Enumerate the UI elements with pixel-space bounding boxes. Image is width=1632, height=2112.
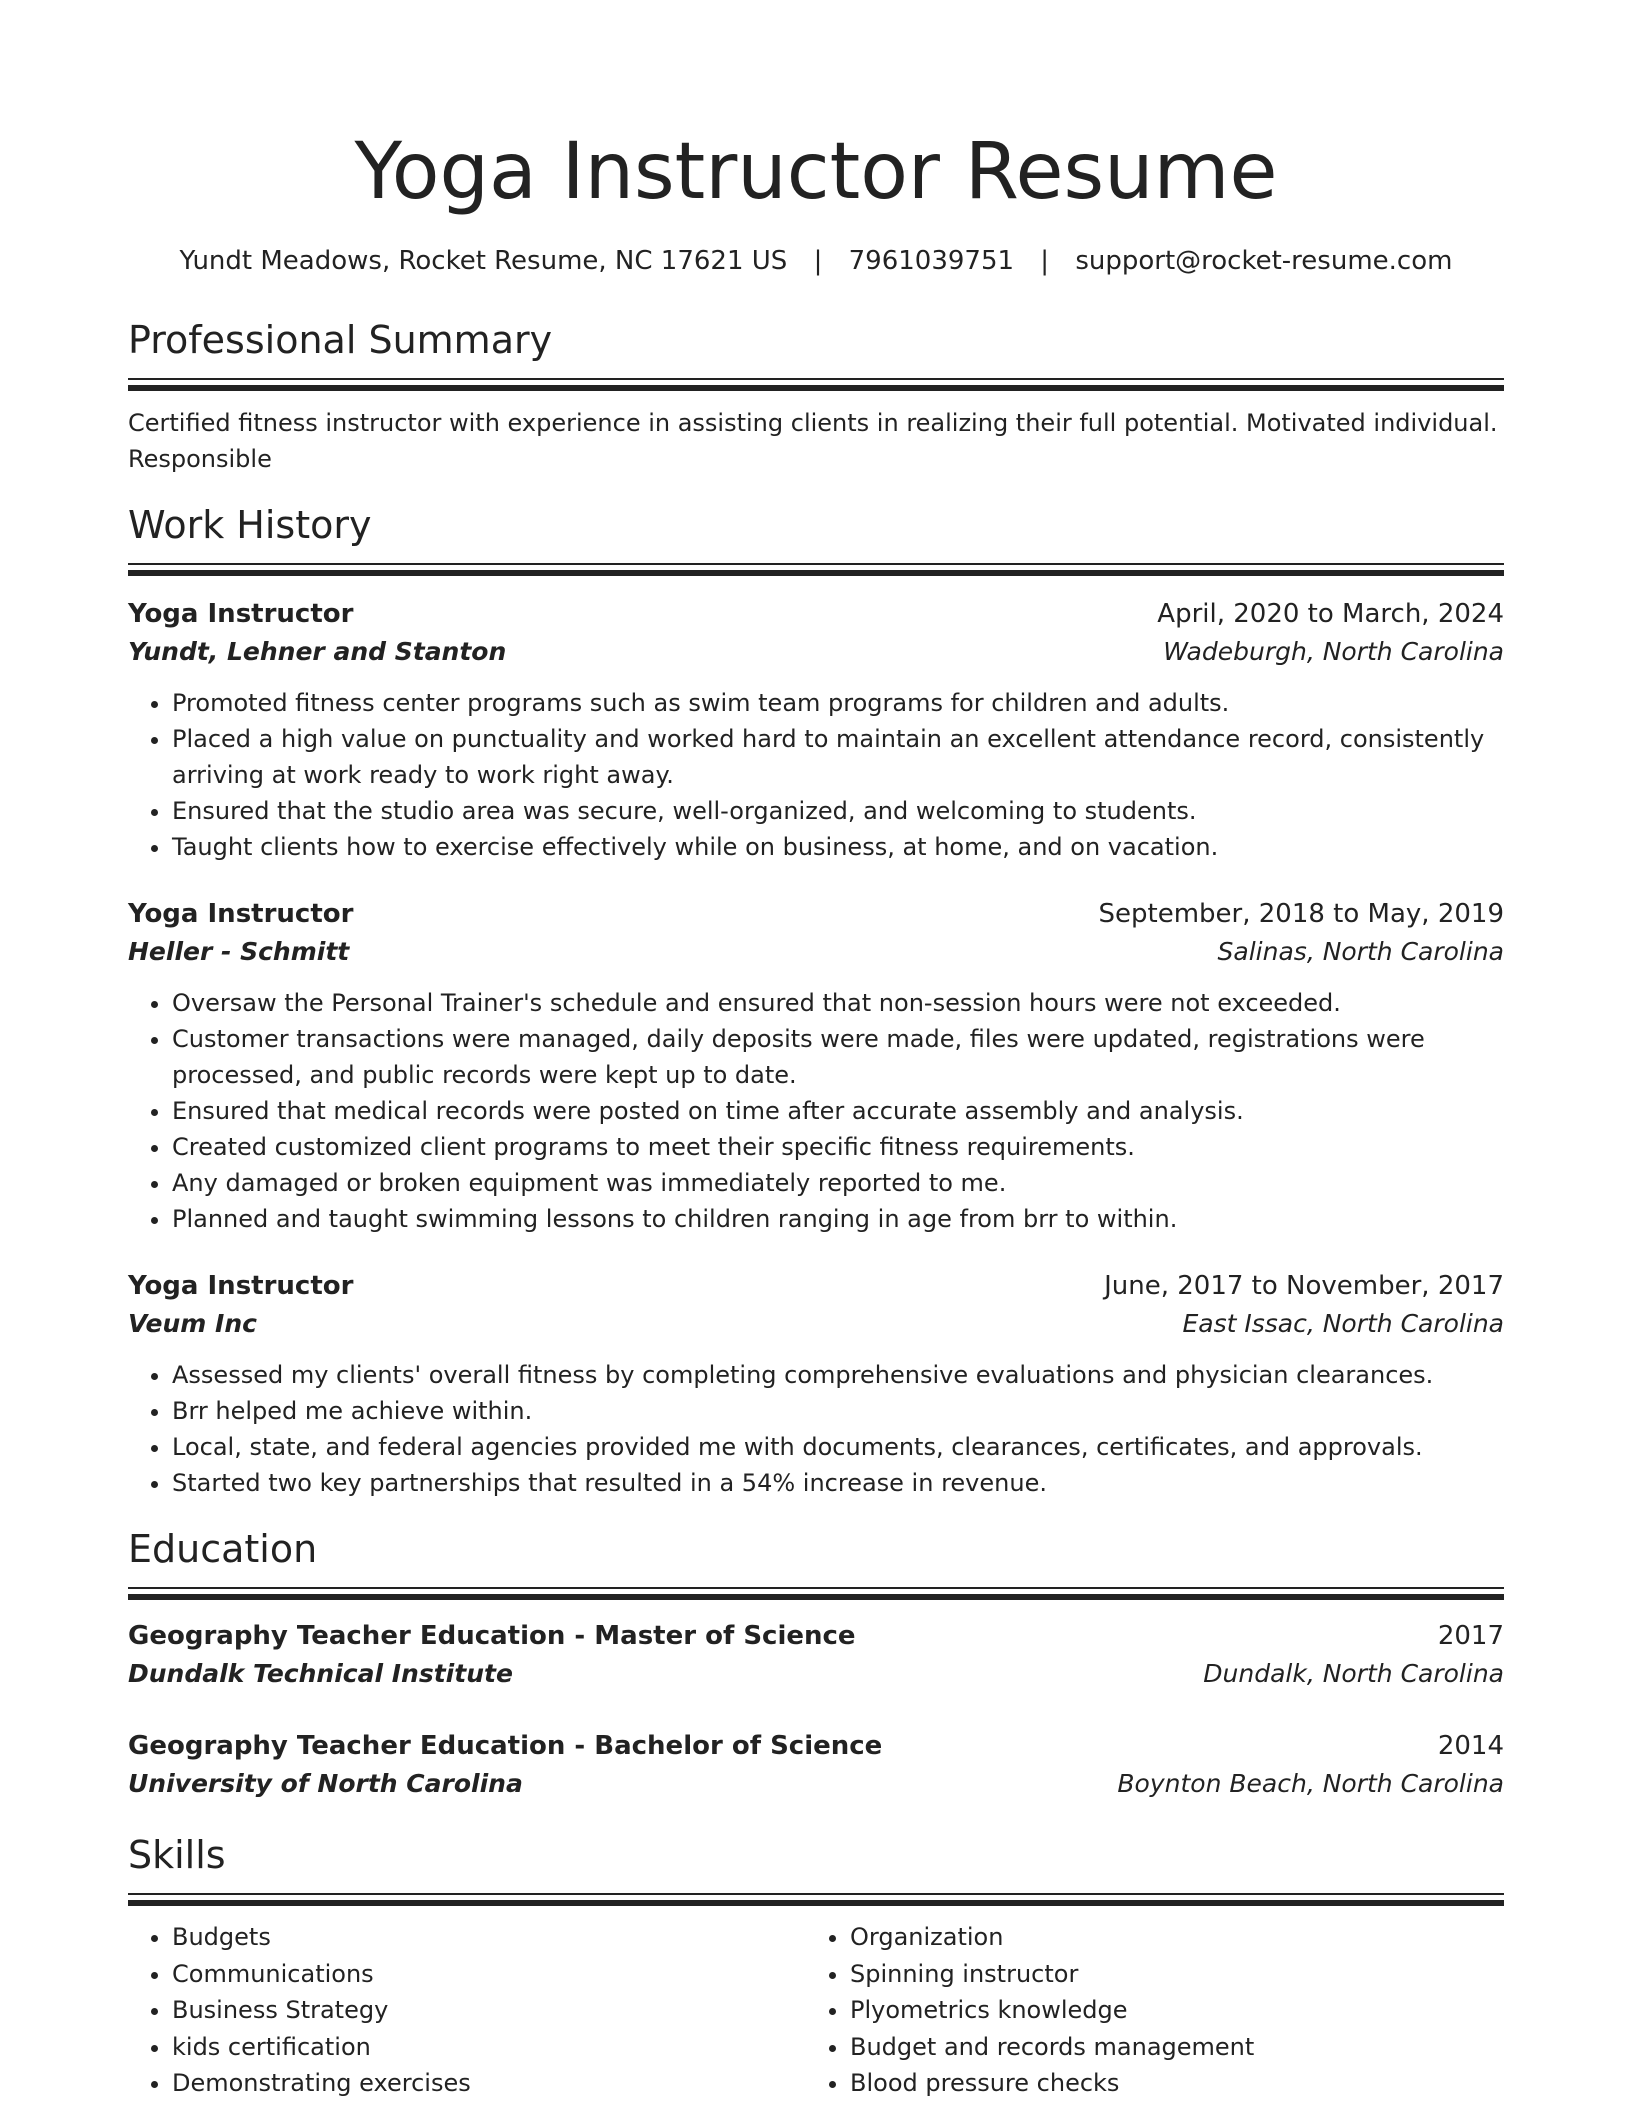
job-title: Yoga Instructor [128,599,354,629]
bullet-item: • Taught clients how to exercise effectively while on business, at home, and on vacation. [172,829,1504,865]
skills-section [128,1831,1504,2102]
job-entry [128,1267,1504,1501]
skill-item: • Business Strategy [172,1992,806,2029]
section-heading-skills: Skills [128,1833,226,1877]
school-location: Dundalk, North Carolina [1203,1659,1504,1688]
education-section [128,1525,1504,1803]
contact-separator: | [813,246,823,276]
graduation-year: 2014 [1437,1731,1504,1761]
bullet-item: • Assessed my clients' overall fitness by completing comprehensive evaluations and physician clearances. [172,1357,1504,1393]
graduation-year: 2017 [1437,1621,1504,1651]
section-heading-summary: Professional Summary [128,318,553,362]
job-title: Yoga Instructor [128,899,354,929]
job-location: Wadeburgh, North Carolina [1163,637,1504,666]
school-location: Boynton Beach, North Carolina [1117,1769,1504,1798]
bullet-item: • Ensured that the studio area was secure, well-organized, and welcoming to students. [172,793,1504,829]
contact-line [128,244,1504,278]
degree-title: Geography Teacher Education - Master of Science [128,1621,856,1651]
skill-item: • Communications [172,1956,806,1993]
contact-address: Yundt Meadows, Rocket Resume, NC 17621 US [179,246,788,276]
skill-item: • Budget and records management [850,2029,1484,2066]
contact-email: support@rocket-resume.com [1075,246,1453,276]
company-name: Heller - Schmitt [128,937,350,966]
school-name: University of North Carolina [128,1769,523,1798]
section-divider [128,563,1504,575]
job-bullets [128,985,1504,1237]
contact-phone: 7961039751 [848,246,1015,276]
job-bullets [128,1357,1504,1501]
job-location: East Issac, North Carolina [1182,1309,1504,1338]
degree-title: Geography Teacher Education - Bachelor of Science [128,1731,883,1761]
bullet-item: • Any damaged or broken equipment was immediately reported to me. [172,1165,1504,1201]
skills-list-right [806,1919,1484,2102]
skill-item: • Blood pressure checks [850,2065,1484,2102]
job-entry [128,595,1504,865]
section-heading-work: Work History [128,503,372,547]
job-location: Salinas, North Carolina [1217,937,1504,966]
bullet-item: • Started two key partnerships that resulted in a 54% increase in revenue. [172,1465,1504,1501]
skill-item: • kids certification [172,2029,806,2066]
section-divider [128,1587,1504,1599]
summary-text: Certified fitness instructor with experience in assisting clients in realizing their full potential. Motivated individual. Responsible [128,409,1498,473]
job-dates: June, 2017 to November, 2017 [1104,1271,1504,1301]
work-history-section [128,501,1504,1501]
bullet-item: • Local, state, and federal agencies provided me with documents, clearances, certificates, and approvals. [172,1429,1504,1465]
job-title: Yoga Instructor [128,1271,354,1301]
company-name: Veum Inc [128,1309,257,1338]
skill-item: • Demonstrating exercises [172,2065,806,2102]
bullet-item: • Planned and taught swimming lessons to children ranging in age from brr to within. [172,1201,1504,1237]
job-bullets [128,685,1504,865]
education-entry [128,1617,1504,1693]
job-entry [128,895,1504,1237]
bullet-item: • Customer transactions were managed, daily deposits were made, files were updated, registrations were processed, and public records were kept up to date. [172,1021,1504,1093]
skill-item: • Organization [850,1919,1484,1956]
section-divider [128,378,1504,390]
bullet-item: • Oversaw the Personal Trainer's schedule and ensured that non-session hours were not exceeded. [172,985,1504,1021]
skills-list-left [128,1919,806,2102]
resume-page [128,0,1504,2102]
job-dates: April, 2020 to March, 2024 [1157,599,1504,629]
company-name: Yundt, Lehner and Stanton [128,637,507,666]
section-divider [128,1893,1504,1905]
school-name: Dundalk Technical Institute [128,1659,513,1688]
contact-separator: | [1040,246,1050,276]
page-title: Yoga Instructor Resume [354,127,1278,217]
skills-columns [128,1919,1504,2102]
section-heading-education: Education [128,1527,318,1571]
bullet-item: • Created customized client programs to meet their specific fitness requirements. [172,1129,1504,1165]
bullet-item: • Promoted fitness center programs such as swim team programs for children and adults. [172,685,1504,721]
skill-item: • Spinning instructor [850,1956,1484,1993]
bullet-item: • Ensured that medical records were posted on time after accurate assembly and analysis. [172,1093,1504,1129]
summary-section [128,316,1504,477]
job-dates: September, 2018 to May, 2019 [1098,899,1504,929]
skill-item: • Budgets [172,1919,806,1956]
skill-item: • Plyometrics knowledge [850,1992,1484,2029]
education-entry [128,1727,1504,1803]
bullet-item: • Placed a high value on punctuality and worked hard to maintain an excellent attendance record, consistently arriving at work ready to work right away. [172,721,1504,793]
bullet-item: • Brr helped me achieve within. [172,1393,1504,1429]
